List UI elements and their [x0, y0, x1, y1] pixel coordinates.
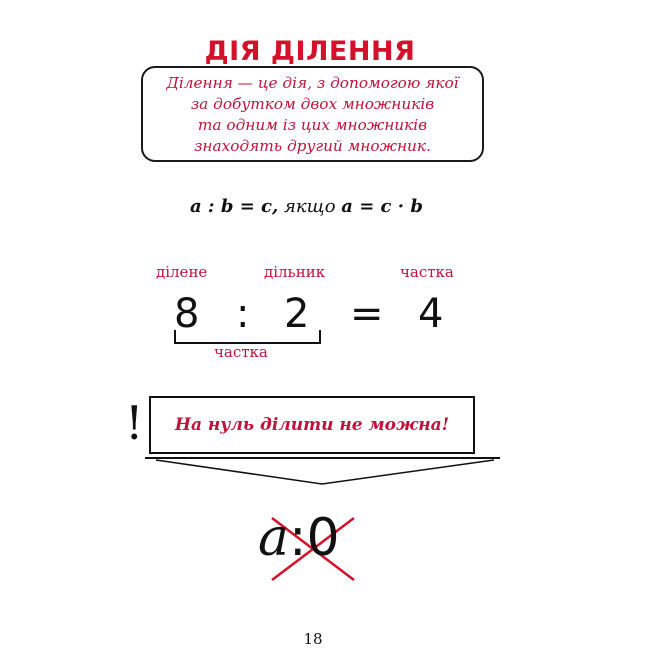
expression-colon: :	[289, 508, 307, 568]
label-quotient: частка	[400, 263, 454, 281]
label-dividend: ділене	[156, 263, 208, 281]
label-divisor: дільник	[264, 263, 326, 281]
definition-line: та одним із цих множників	[197, 116, 428, 134]
example-divisor: 2	[284, 291, 310, 337]
definition-line: Ділення — це дія, з допомогою якої	[166, 74, 459, 92]
exclamation-mark: !	[125, 396, 144, 450]
expression-zero: 0	[306, 508, 340, 568]
definition-line: за добутком двох множників	[190, 95, 435, 113]
bracket-line	[175, 330, 320, 343]
forbidden-expression	[258, 508, 340, 568]
formula-connector: якщо	[284, 196, 336, 217]
warning-text: На нуль ділити не можна!	[174, 415, 450, 435]
example-dividend: 8	[174, 291, 200, 337]
page-title: ДІЯ ДІЛЕННЯ	[204, 36, 416, 68]
expression-variable: a	[258, 508, 290, 568]
example-equals: =	[350, 291, 384, 337]
definition-line: знаходять другий множник.	[194, 137, 431, 155]
formula-right: a = c · b	[341, 196, 423, 217]
formula-left: a : b = c,	[190, 196, 279, 217]
warning-arrow	[156, 460, 494, 484]
example-colon: :	[236, 291, 250, 337]
page-number: 18	[303, 630, 323, 648]
label-under-bracket: частка	[214, 343, 268, 361]
example-quotient: 4	[418, 291, 444, 337]
